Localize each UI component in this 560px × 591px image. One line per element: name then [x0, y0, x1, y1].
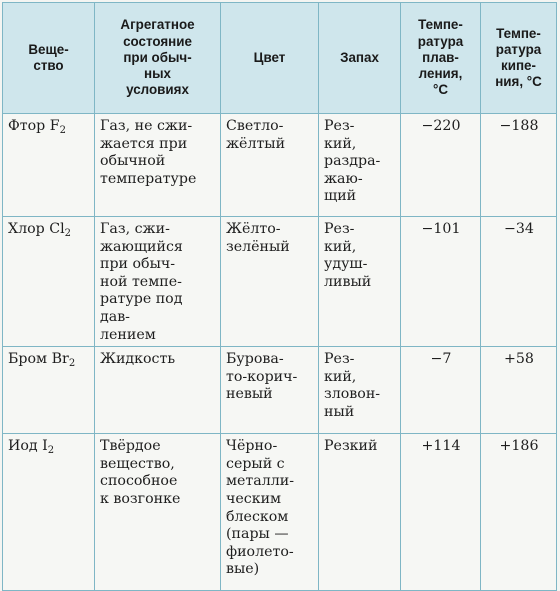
substance-cell	[3, 434, 95, 591]
substance-formula	[50, 118, 66, 134]
header-state: Агрегатное состояние при обыч- ных условиях	[95, 3, 221, 114]
formula-subscript: 2	[64, 228, 72, 239]
boiling-point-cell: −188	[481, 114, 557, 217]
state-cell: Газ, не сжи- жается при обычной температуре	[95, 114, 221, 217]
header-smell: Запах	[319, 3, 401, 114]
color-cell: Светло- жёлтый	[221, 114, 319, 217]
color-cell: Жёлто- зелёный	[221, 217, 319, 347]
state-cell: Твёрдое вещество, способное к возгонке	[95, 434, 221, 591]
formula-symbol: I	[42, 438, 48, 455]
header-melting-point: Темпе- ратура плав- ления, °С	[401, 3, 481, 114]
boiling-point-cell: +58	[481, 347, 557, 434]
table-row	[3, 434, 557, 591]
substance-cell	[3, 347, 95, 434]
header-color: Цвет	[221, 3, 319, 114]
melting-point-cell: −7	[401, 347, 481, 434]
formula-symbol: Br	[51, 351, 69, 368]
header-boiling-point: Темпе- ратура кипе- ния, °С	[481, 3, 557, 114]
halogen-properties-table-wrapper	[2, 2, 557, 591]
color-cell: Бурова- то-корич- невый	[221, 347, 319, 434]
table-row	[3, 347, 557, 434]
boiling-point-cell: −34	[481, 217, 557, 347]
table-header-row	[3, 3, 557, 114]
smell-cell: Резкий	[319, 434, 401, 591]
formula-symbol: Cl	[49, 221, 65, 237]
substance-cell	[3, 114, 95, 217]
substance-formula	[42, 438, 55, 457]
formula-subscript: 2	[68, 358, 76, 370]
substance-name: Хлор	[8, 221, 45, 237]
smell-cell: Рез- кий, раздра- жаю- щий	[319, 114, 401, 217]
melting-point-cell: +114	[401, 434, 481, 591]
smell-cell: Рез- кий, зловон- ный	[319, 347, 401, 434]
formula-subscript: 2	[59, 125, 66, 136]
table-row	[3, 217, 557, 347]
table-row	[3, 114, 557, 217]
substance-name: Фтор	[8, 118, 46, 134]
header-substance: Веще- ство	[3, 3, 95, 114]
smell-cell: Рез- кий, удуш- ливый	[319, 217, 401, 347]
state-cell: Газ, сжи- жающийся при обыч- ной темпе- ратуре под дав- лением	[95, 217, 221, 347]
melting-point-cell: −101	[401, 217, 481, 347]
substance-cell	[3, 217, 95, 347]
color-cell: Чёрно- серый с металли- ческим блеском (пары — фиолето- вые)	[221, 434, 319, 591]
substance-formula	[51, 351, 76, 370]
melting-point-cell: −220	[401, 114, 481, 217]
substance-name: Бром	[8, 351, 48, 368]
halogen-properties-table	[2, 2, 557, 591]
formula-subscript: 2	[47, 445, 55, 457]
substance-name: Иод	[8, 438, 38, 455]
boiling-point-cell: +186	[481, 434, 557, 591]
state-cell: Жидкость	[95, 347, 221, 434]
substance-formula	[49, 221, 71, 237]
formula-symbol: F	[49, 118, 60, 134]
